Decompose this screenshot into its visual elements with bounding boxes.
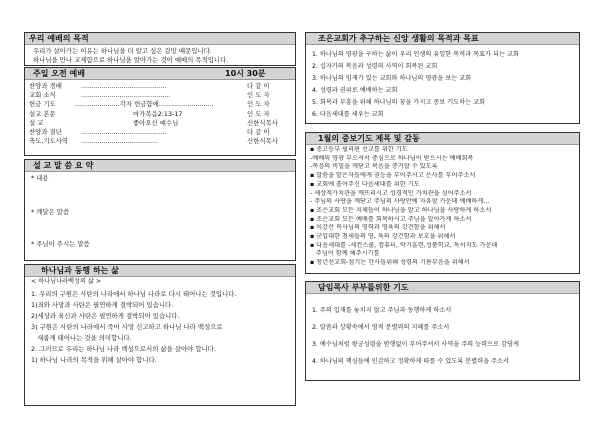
prayer-line: -예배의 영광 부으셔서 중심으로 하나님이 받으시는 예배회복 — [310, 154, 474, 162]
pastor-prayer-title: 담임목사 부부를위한 기도 — [306, 282, 579, 294]
walk-line: 새롭게 태어나는 것을 의미합니다. — [31, 333, 132, 342]
service-row-detail: 마가복음2:13-17 — [133, 109, 183, 118]
service-row-leader: 인 도 자 — [247, 100, 270, 109]
walk-line: 2)세상과 육신과 사탄은 필연하게 결박되어 있습니다. — [31, 311, 180, 320]
service-row — [25, 128, 295, 137]
worship-purpose-line-2: 하나님을 만나 교제함으로 하나님을 알아가는 것이 예배의 목적입니다. — [33, 55, 229, 64]
service-row-leader: 신한식목사 — [247, 118, 278, 127]
worship-purpose-title: 우리 예배의 목적 — [25, 33, 295, 45]
service-row — [25, 100, 295, 109]
service-row — [25, 82, 295, 91]
service-row-label: 찬양과 경배 — [29, 82, 62, 90]
service-row — [25, 110, 295, 119]
service-row-leader: 인 도 자 — [247, 91, 270, 100]
pastor-prayer-item: 4. 하나님의 핵심들에 민감하고 정확하게 따를 수 있도록 분별력을 주소서 — [312, 358, 509, 365]
service-row-leader: 인 도 자 — [247, 109, 270, 118]
service-row-detail: ...................................... — [81, 137, 159, 146]
prayer-line: ▪ 중고등부 필리핀 선교를 위한 기도 — [310, 146, 408, 153]
walk-line: 2. 그러므로 우리는 하나님 나라 백성으로서의 삶을 살아야 합니다. — [31, 344, 216, 353]
prayer-topics-section — [305, 132, 580, 274]
prayer-line: 주님이 함께 해주시기를 — [310, 250, 380, 258]
goal-item: 6. 다음세대를 세우는 교회 — [312, 111, 384, 118]
walk-line: 1. 우리의 구원은 사탄의 나라에서 하나님 나라로 다시 태어나는 것입니다. — [31, 289, 237, 298]
walk-line: 3) 구원은 사탄의 나라에서 죽어 사망 신고하고 하나님 나라 백성으로 — [31, 322, 223, 331]
service-row-leader: 다 같 이 — [247, 82, 270, 90]
worship-purpose-section — [24, 32, 296, 66]
goal-item: 4. 성령과 권위로 예배하는 교회 — [312, 87, 398, 94]
goal-item: 3. 하나님의 임재가 있는 교회와 하나님의 영광을 보는 교회 — [312, 75, 472, 82]
walk-with-god-title: 하나님과 동행 하는 삶 — [25, 265, 295, 277]
prayer-line: - 세상적가치관을 깨뜨리시고 성경적인 가치관을 심어주소서 — [310, 189, 472, 197]
service-row-detail: .......................................... — [81, 82, 167, 90]
service-row-label: 찬양과 결단 — [29, 127, 62, 136]
pastor-prayer-section — [305, 281, 580, 381]
faith-goals-section — [305, 32, 580, 124]
service-row — [25, 137, 295, 146]
worship-purpose-line-1: 우리가 살아가는 이유는 하나님을 더 알고 싶은 갈망 때문입니다. — [33, 47, 212, 55]
service-row-label: 헌금 기도 — [29, 100, 56, 109]
sermon-summary-section — [24, 159, 296, 261]
walk-subtitle: < 하나님나라백성의 삶 > — [31, 278, 102, 285]
sermon-note-given: * 주님이 주시는 말씀 — [31, 240, 90, 248]
service-row-detail: ............................................ — [81, 91, 171, 100]
pastor-prayer-item: 2. 말씀과 상황속에서 영적 분별력의 지혜를 주소서 — [312, 324, 450, 331]
service-row-leader: 신한식목사 — [247, 137, 278, 146]
service-row-leader: 다 같 이 — [247, 127, 270, 136]
prayer-line: ▪ 청년선교회-섬기는 간사들위해 성령의 기름부음을 위해서 — [310, 259, 470, 267]
prayer-line: -복음의 비밀을 깨닫고 복음을 증거할 수 있도록 — [310, 163, 438, 171]
pastor-prayer-item: 1. 주의 입재를 놓치지 않고 주님과 동행하게 하소서 — [312, 307, 452, 314]
service-row-detail: .......................................... — [81, 127, 167, 136]
prayer-line: ▪ 조은교회 모든 예배를 회복하시고 주님을 알아가게 하소서 — [310, 215, 472, 223]
service-row-label: 축도,기도사역 — [29, 137, 69, 146]
prayer-line: ▪ 이강산 목사님의 영력과 영육의 강건함을 위해서 — [310, 224, 446, 232]
goal-item: 1. 하나님의 영광을 구하는 삶이 우리 인생의 유일한 목적과 목표가 되는 교회 — [312, 51, 519, 58]
service-row-label: 교회 소식 — [29, 91, 56, 100]
prayer-line: ▪ 군입대한 청세들의 영, 육의 강건함과 보호을 위해서 — [310, 233, 456, 241]
goal-item: 5. 회복과 부흥을 위해 하나님의 꿈을 가지고 중보 기도하는 교회 — [312, 99, 486, 106]
service-row-label: 설교 본문 — [29, 109, 56, 118]
prayer-topics-title: 1월의 중보기도 제목 및 감동 — [306, 133, 579, 145]
prayer-line: ▪ 다음세대를 -세컨스쿨, 컴퓨터, 악기훈련,성품학교, 독서지도 가운데 — [310, 241, 498, 249]
sermon-note-realized: * 깨달은 말씀 — [31, 208, 70, 216]
walk-line: 1)죄와 사망과 사탄은 필연하게 결박되어 있습니다. — [31, 300, 174, 309]
sermon-summary-title: 설 교 말 씀 요 약 — [25, 160, 295, 172]
service-title: 주일 오전 예배 — [33, 69, 85, 78]
faith-goals-title: 조은교회가 추구하는 신앙 생활의 목적과 목표 — [306, 33, 579, 45]
prayer-line: - 주님의 사랑을 깨닫고 주님의 사랑안에 자유할 가운데 예배하게... — [310, 198, 490, 206]
sunday-service-section — [24, 67, 296, 156]
service-row-detail: ......................각자 헌금함에........................... — [75, 100, 214, 109]
service-title-bar — [25, 68, 295, 80]
prayer-line: ▪ 교회에 흩어주신 다음세대를 위한 기도 — [310, 180, 420, 188]
service-row — [25, 119, 295, 128]
walk-line: 1) 하나님 나라의 목적을 위해 살아야 합니다. — [31, 355, 157, 364]
prayer-line: ▪ 말씀을 맡은자들에게 권능을 부어주시고 은사를 부어주소서 — [310, 172, 476, 180]
service-row-label: 설 교 — [29, 118, 44, 127]
sermon-note-content: * 내용 — [31, 174, 49, 182]
service-row — [25, 91, 295, 100]
walk-with-god-section — [24, 264, 296, 406]
prayer-line: ▪ 조은교회 모든 지체들이 하나님을 알고 하나님을 사랑하게 하소서 — [310, 206, 492, 214]
pastor-prayer-item: 3. 예수님처럼 왕궁성령을 받행없이 부어주셔서 사역을 주의 능력으로 감당케 — [312, 341, 519, 348]
service-row-detail: 좋아오신 예수님 — [133, 118, 179, 127]
service-time: 10시 30분 — [225, 69, 266, 78]
goal-item: 2. 십자가의 복음과 성령의 사역이 회복된 교회 — [312, 63, 438, 70]
